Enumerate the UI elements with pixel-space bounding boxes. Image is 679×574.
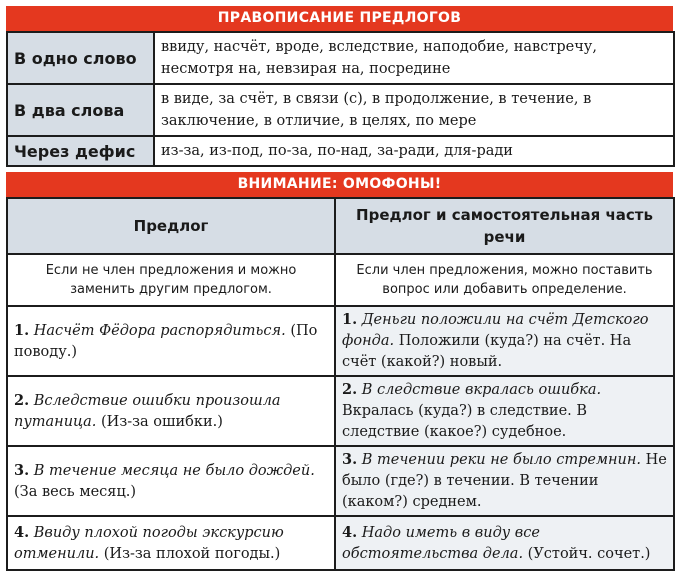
example-italic: Насчёт Фёдора распорядиться. <box>33 322 286 339</box>
spelling-banner: ПРАВОПИСАНИЕ ПРЕДЛОГОВ <box>6 6 673 31</box>
example-italic: В течение месяца не было дождей. <box>33 462 315 479</box>
header-preposition: Предлог <box>7 198 335 254</box>
example-explanation: (Из-за плохой погоды.) <box>103 545 281 562</box>
example-left <box>7 376 335 446</box>
example-number: 4. <box>342 523 358 541</box>
example-right <box>335 306 674 376</box>
example-italic: Надо иметь в виду все обстоятельства дела. <box>342 524 540 562</box>
example-left <box>7 446 335 516</box>
spelling-words: ввиду, насчёт, вроде, вследствие, наподобие, навстречу, несмотря на, невзирая на, посредине <box>154 32 674 84</box>
note-preposition: Если не член предложения и можно заменить другим предлогом. <box>7 254 335 306</box>
example-number: 2. <box>14 391 30 409</box>
homophones-table <box>6 197 675 571</box>
example-explanation: (За весь месяц.) <box>14 483 137 500</box>
example-explanation: (Из-за ошибки.) <box>101 413 223 430</box>
example-explanation: (Устойч. сочет.) <box>527 545 651 562</box>
example-right <box>335 376 674 446</box>
note-preposition-and-part: Если член предложения, можно поставить вопрос или добавить определение. <box>335 254 674 306</box>
example-row <box>7 306 674 376</box>
homophones-header-row <box>7 198 674 254</box>
example-row <box>7 376 674 446</box>
example-italic: Деньги положили на счёт Детского фонда. <box>342 312 649 349</box>
example-left <box>7 306 335 376</box>
spelling-row <box>7 84 674 136</box>
example-number: 1. <box>14 321 30 339</box>
example-row <box>7 446 674 516</box>
example-number: 1. <box>342 311 358 328</box>
example-explanation: Положили (куда?) на счёт. На счёт (какой?) новый. <box>342 333 632 370</box>
example-number: 3. <box>14 461 30 479</box>
example-number: 2. <box>342 381 358 398</box>
example-italic: В течении реки не было стремнин. <box>361 452 642 468</box>
example-right <box>335 516 674 570</box>
example-italic: В следствие вкралась ошибка. <box>361 382 602 398</box>
example-italic: Вследствие ошибки произошла путаница. <box>14 392 281 430</box>
spelling-table <box>6 31 675 167</box>
example-explanation: Не было (где?) в течении. В течении (каком?) среднем. <box>342 452 667 510</box>
example-explanation: Вкралась (куда?) в следствие. В следствие (какое?) судебное. <box>342 403 588 440</box>
spelling-words: из-за, из-под, по-за, по-над, за-ради, для-ради <box>154 136 674 166</box>
homophones-banner: ВНИМАНИЕ: ОМОФОНЫ! <box>6 172 673 197</box>
spelling-row <box>7 32 674 84</box>
spelling-label: Через дефис <box>7 136 154 166</box>
example-italic: Ввиду плохой погоды экскурсию отменили. <box>14 524 284 562</box>
spelling-words: в виде, за счёт, в связи (с), в продолжение, в течение, в заключение, в отличие, в целях, по мере <box>154 84 674 136</box>
example-row <box>7 516 674 570</box>
example-number: 3. <box>342 451 358 468</box>
example-explanation: (По поводу.) <box>14 322 318 360</box>
spelling-row <box>7 136 674 166</box>
example-right <box>335 446 674 516</box>
example-number: 4. <box>14 523 30 541</box>
spelling-label: В одно слово <box>7 32 154 84</box>
header-preposition-and-part: Предлог и самостоятельная часть речи <box>335 198 674 254</box>
homophones-note-row <box>7 254 674 306</box>
example-left <box>7 516 335 570</box>
spelling-label: В два слова <box>7 84 154 136</box>
